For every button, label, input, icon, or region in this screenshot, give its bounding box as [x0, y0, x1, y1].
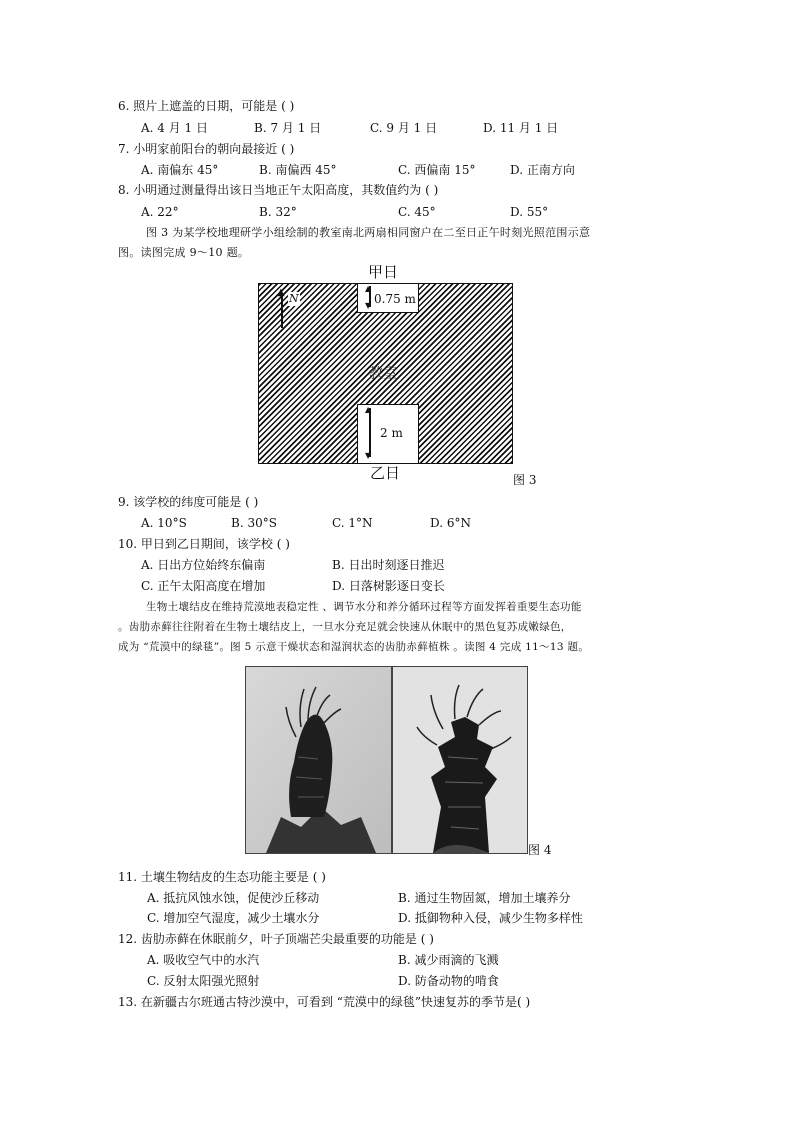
q9-stem: 9. 该学校的纬度可能是 ( ) — [118, 495, 259, 509]
q7-option-c: C. 西偏南 15° — [398, 163, 476, 177]
top-measure-label: 0.75 m — [374, 292, 416, 306]
q12-stem: 12. 齿肋赤藓在休眠前夕，叶子顶端芒尖最重要的功能是 ( ) — [118, 932, 434, 946]
intro1-line2: 图。读图完成 9～10 题。 — [118, 246, 250, 259]
classroom-label: 教室 — [369, 366, 397, 382]
q6-option-d: D. 11 月 1 日 — [483, 121, 559, 135]
intro1-line1: 图 3 为某学校地理研学小组绘制的教室南北两扇相同窗户在二至日正午时刻光照范围示意 — [146, 226, 591, 239]
top-arrow-down: ▼ — [365, 301, 372, 310]
fig3-top-label: 甲日 — [368, 263, 399, 281]
intro2-line1: 生物土壤结皮在维持荒漠地表稳定性 、调节水分和养分循环过程等方面发挥着重要生态功能 — [146, 601, 582, 613]
q6-option-b: B. 7 月 1 日 — [254, 121, 322, 135]
bottom-arrow-down: ▼ — [365, 451, 372, 460]
north-label: N — [289, 292, 299, 305]
q12-option-c: C. 反射太阳强光照射 — [147, 974, 260, 988]
q8-option-c: C. 45° — [398, 205, 436, 219]
q8-option-b: B. 32° — [259, 205, 297, 219]
q9-option-d: D. 6°N — [430, 516, 471, 530]
q9-option-c: C. 1°N — [332, 516, 373, 530]
q13-stem: 13. 在新疆古尔班通古特沙漠中，可看到 “荒漠中的绿毯”快速复苏的季节是( ) — [118, 995, 531, 1009]
dry-moss-photo — [245, 666, 392, 854]
q10-stem: 10. 甲日到乙日期间，该学校 ( ) — [118, 537, 290, 551]
bottom-measure-line — [369, 408, 371, 457]
intro2-line3: 成为 “荒漠中的绿毯”。图 5 示意干燥状态和湿润状态的齿肋赤藓植株 。读图 4 完成 11～13 题。 — [118, 641, 590, 653]
q7-option-d: D. 正南方向 — [510, 163, 575, 177]
top-arrow-up: ▲ — [365, 284, 372, 293]
q10-option-c: C. 正午太阳高度在增加 — [141, 579, 266, 593]
north-arrow-head-icon: ▲ — [277, 287, 285, 298]
intro2-line2: 。齿肋赤藓往往附着在生物土壤结皮上，一旦水分充足就会快速从休眠中的黑色复苏成嫩绿色， — [118, 621, 572, 633]
q10-option-b: B. 日出时刻逐日推迟 — [332, 558, 445, 572]
q10-option-d: D. 日落树影逐日变长 — [332, 579, 445, 593]
fig3-bottom-label: 乙日 — [370, 464, 401, 482]
q11-option-b: B. 通过生物固氮，增加土壤养分 — [398, 891, 571, 905]
q6-option-c: C. 9 月 1 日 — [370, 121, 438, 135]
q12-option-d: D. 防备动物的啃食 — [398, 974, 499, 988]
q12-option-a: A. 吸收空气中的水汽 — [147, 953, 260, 967]
q11-stem: 11. 土壤生物结皮的生态功能主要是 ( ) — [118, 870, 326, 884]
q10-option-a: A. 日出方位始终东偏南 — [141, 558, 266, 572]
bottom-arrow-up: ▲ — [365, 405, 372, 414]
q11-option-a: A. 抵抗风蚀水蚀，促使沙丘移动 — [147, 891, 320, 905]
fig3-caption: 图 3 — [513, 473, 537, 487]
bottom-measure-label: 2 m — [380, 426, 403, 440]
north-arrow-shaft — [281, 296, 283, 328]
q8-option-a: A. 22° — [141, 205, 179, 219]
q7-option-a: A. 南偏东 45° — [141, 163, 219, 177]
q11-option-c: C. 增加空气湿度，减少土壤水分 — [147, 911, 320, 925]
q9-option-a: A. 10°S — [141, 516, 187, 530]
fig4-caption: 图 4 — [528, 843, 552, 857]
q8-stem: 8. 小明通过测量得出该日当地正午太阳高度，其数值约为 ( ) — [118, 183, 439, 197]
q6-stem: 6. 照片上遮盖的日期，可能是 ( ) — [118, 99, 295, 113]
q8-option-d: D. 55° — [510, 205, 549, 219]
q7-option-b: B. 南偏西 45° — [259, 163, 337, 177]
q9-option-b: B. 30°S — [231, 516, 277, 530]
q6-option-a: A. 4 月 1 日 — [141, 121, 209, 135]
wet-moss-photo — [392, 666, 528, 854]
q7-stem: 7. 小明家前阳台的朝向最接近 ( ) — [118, 142, 295, 156]
q12-option-b: B. 减少雨滴的飞溅 — [398, 953, 499, 967]
q11-option-d: D. 抵御物种入侵，减少生物多样性 — [398, 911, 583, 925]
